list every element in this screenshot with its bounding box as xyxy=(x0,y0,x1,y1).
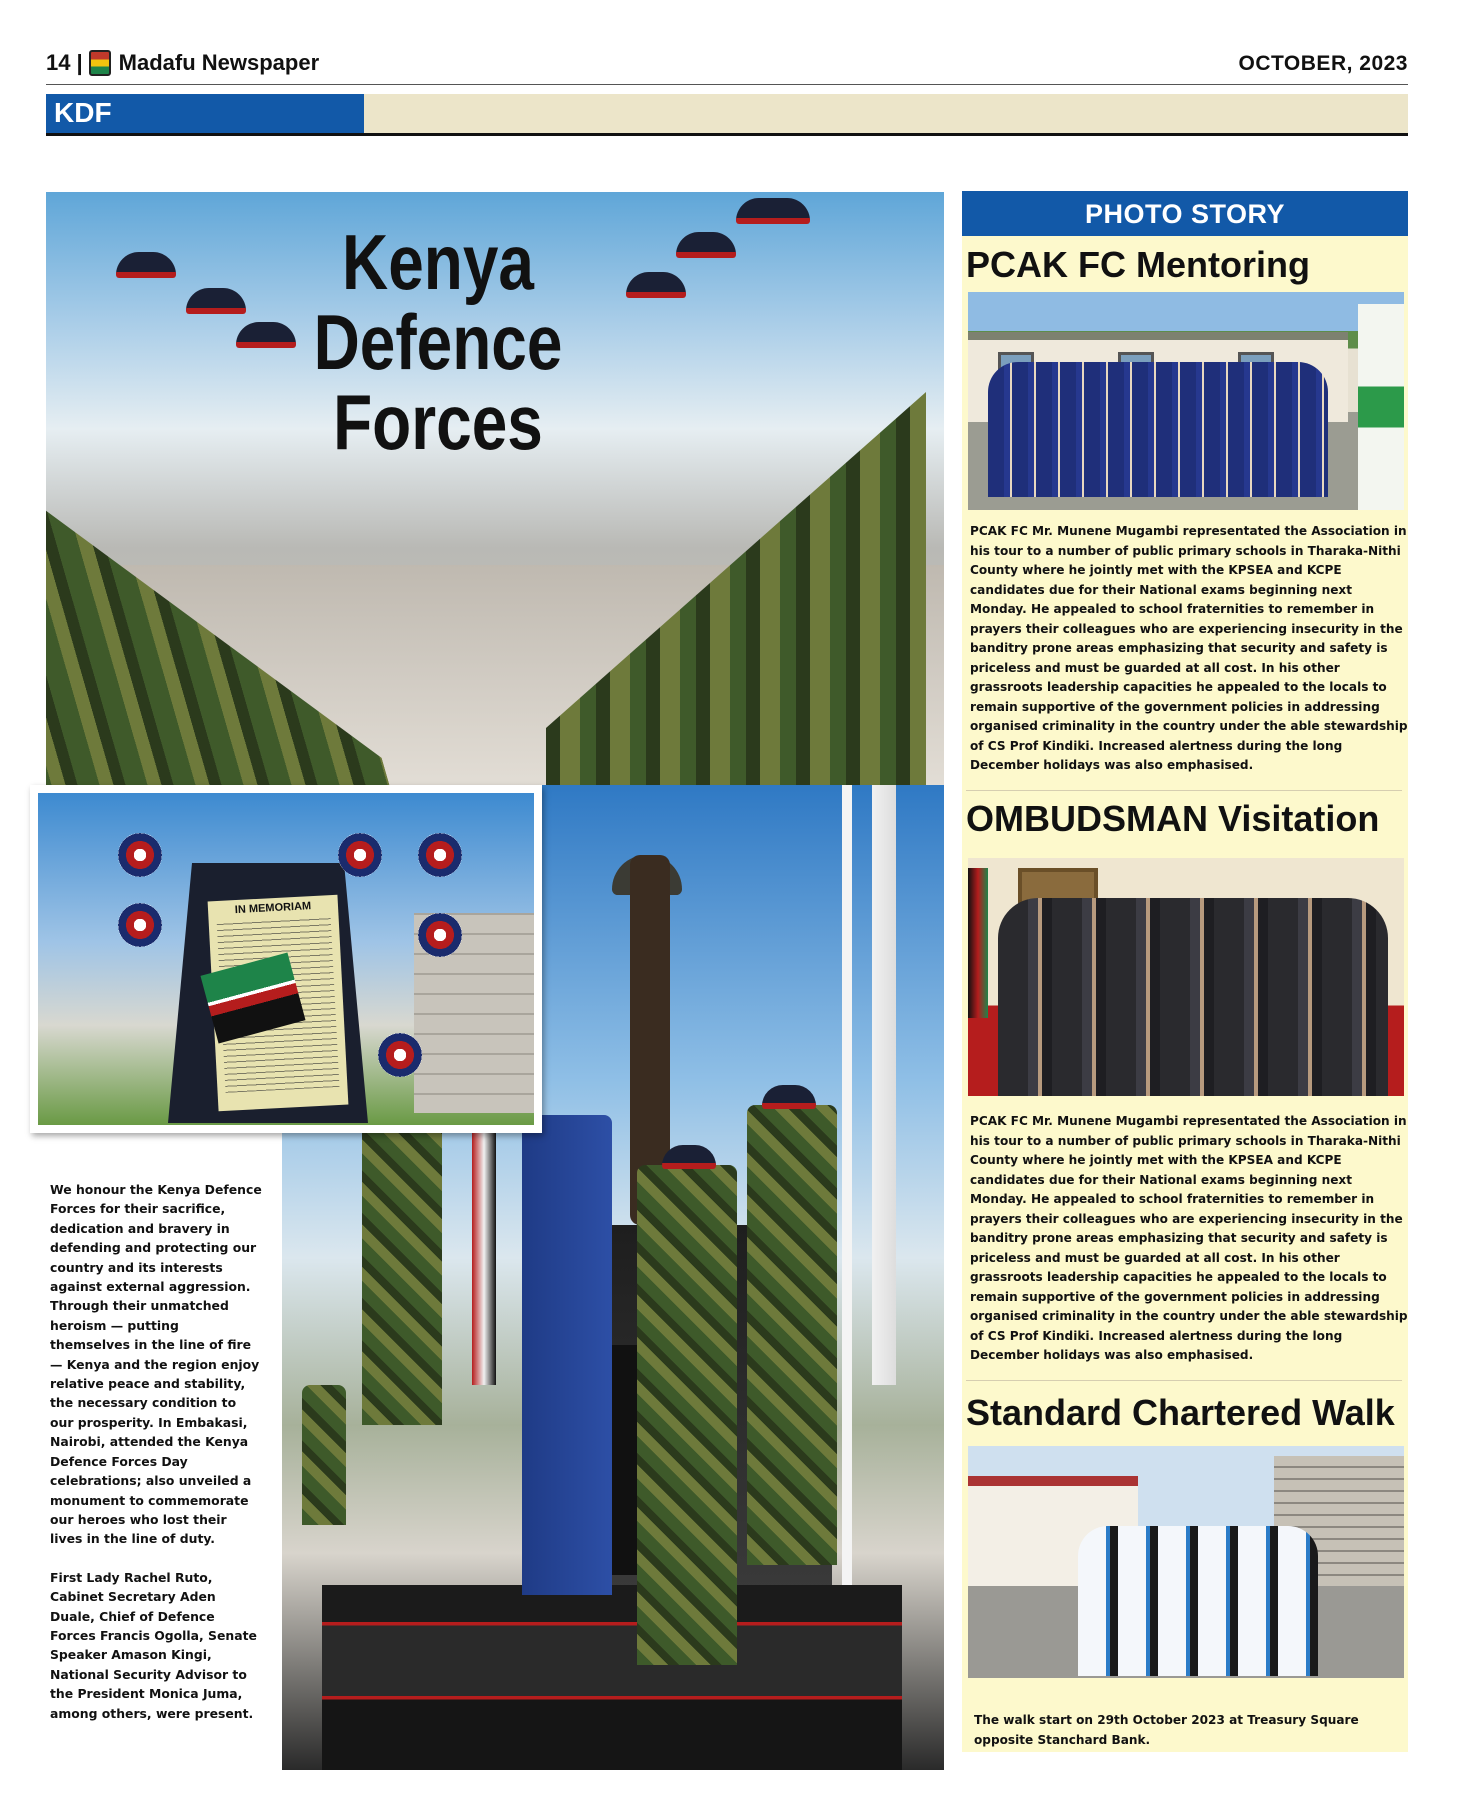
soldier-cap xyxy=(736,198,810,224)
page-header xyxy=(46,48,1408,82)
hero-title xyxy=(299,218,578,466)
story-text: The walk start on 29th October 2023 at Treasury Square opposite Stanchard Bank. xyxy=(974,1713,1359,1747)
school-group-photo xyxy=(968,292,1404,510)
issue-date: OCTOBER, 2023 xyxy=(1238,52,1408,75)
soldier-cap xyxy=(116,252,176,278)
story-divider xyxy=(966,1380,1402,1381)
caption-paragraph: We honour the Kenya Defence Forces for their sacrifice, dedication and bravery in defending and protecting our country and its interests against external aggression. Through their unmatched heroism — putting themselves in the line of fire — Kenya and the region enjoy relative peace and stability, the necessary condition to our prosperity. In Embakasi, Nairobi, attended the Kenya Defence Forces Day celebrations; also unveiled a monument to commemorate our heroes who lost their lives in the line of duty. xyxy=(50,1182,262,1547)
memorial-plaque-photo xyxy=(30,785,542,1133)
banner xyxy=(1358,304,1404,510)
story-divider xyxy=(966,790,1402,791)
page-number: 14 xyxy=(46,50,71,75)
story-title: OMBUDSMAN Visitation xyxy=(966,798,1380,839)
story-title: PCAK FC Mentoring xyxy=(966,244,1310,285)
soldier-cap xyxy=(662,1145,716,1169)
header-separator: | xyxy=(76,50,83,75)
story-title: Standard Chartered Walk xyxy=(966,1392,1395,1433)
ombudsman-group-photo xyxy=(968,858,1404,1096)
students-group xyxy=(988,362,1328,497)
rosette xyxy=(418,833,462,877)
dignitary xyxy=(522,1115,612,1595)
left-caption xyxy=(50,1180,262,1723)
walk-group-photo xyxy=(968,1446,1404,1678)
header-left xyxy=(46,50,319,76)
rosette xyxy=(378,1033,422,1077)
kenya-flag xyxy=(968,868,988,1018)
header-rule xyxy=(46,84,1408,85)
rosette xyxy=(418,913,462,957)
officials-group xyxy=(998,898,1388,1096)
story-text: PCAK FC Mr. Munene Mugambi representated the Association in his tour to a number of public primary schools in Tharaka-Nithi County where he jointly met with the KPSEA and KCPE candidates due for their National exams beginning next Monday. He appealed to school fraternities to remember in prayers their colleagues who are experiencing insecurity in the banditry prone areas emphasizing that security and safety is priceless and must be guarded at all cost. In his other grassroots leadership capacities he appealed to the locals to remain supportive of the government policies in addressing organised criminality in the country under the able stewardship of CS Prof Kindiki. Increased alertness during the long December holidays was also emphasised. xyxy=(970,524,1408,772)
memorial-photo-frame xyxy=(38,793,534,1125)
hero-title-line: Defence xyxy=(313,298,563,386)
hero-title-line: Kenya xyxy=(342,218,534,306)
section-label: KDF xyxy=(46,94,364,133)
walkers-group xyxy=(1078,1526,1318,1676)
white-drape xyxy=(872,785,896,1385)
newspaper-logo-icon xyxy=(89,50,111,76)
story-text: PCAK FC Mr. Munene Mugambi representated the Association in his tour to a number of public primary schools in Tharaka-Nithi County where he jointly met with the KPSEA and KCPE candidates due for their National exams beginning next Monday. He appealed to school fraternities to remember in prayers their colleagues who are experiencing insecurity in the banditry prone areas emphasizing that security and safety is priceless and must be guarded at all cost. In his other grassroots leadership capacities he appealed to the locals to remain supportive of the government policies in addressing organised criminality in the country under the able stewardship of CS Prof Kindiki. Increased alertness during the long December holidays was also emphasised. xyxy=(970,1114,1408,1362)
plaque-title: IN MEMORIAM xyxy=(234,900,312,917)
soldier-cap xyxy=(626,272,686,298)
rosette xyxy=(338,833,382,877)
soldier-cap xyxy=(186,288,246,314)
soldier xyxy=(302,1385,346,1525)
photo-story-label: PHOTO STORY xyxy=(962,191,1408,236)
rosette xyxy=(118,833,162,877)
hero-title-line: Forces xyxy=(333,378,543,466)
monument-steps xyxy=(322,1585,902,1770)
soldier-cap xyxy=(236,322,296,348)
soldier xyxy=(747,1105,837,1565)
soldier-cap xyxy=(676,232,736,258)
publication-name: Madafu Newspaper xyxy=(118,50,320,75)
flag-pole xyxy=(842,785,852,1685)
caption-paragraph: First Lady Rachel Ruto, Cabinet Secretary Aden Duale, Chief of Defence Forces Francis Ogolla, Senate Speaker Amason Kingi, National Security Advisor to the President Monica Juma, among others, were present. xyxy=(50,1569,257,1721)
soldier xyxy=(362,1125,442,1425)
soldier-cap xyxy=(762,1085,816,1109)
soldier xyxy=(637,1165,737,1665)
section-bar xyxy=(46,94,1408,136)
rosette xyxy=(118,903,162,947)
hero-photo-parade xyxy=(46,192,944,785)
